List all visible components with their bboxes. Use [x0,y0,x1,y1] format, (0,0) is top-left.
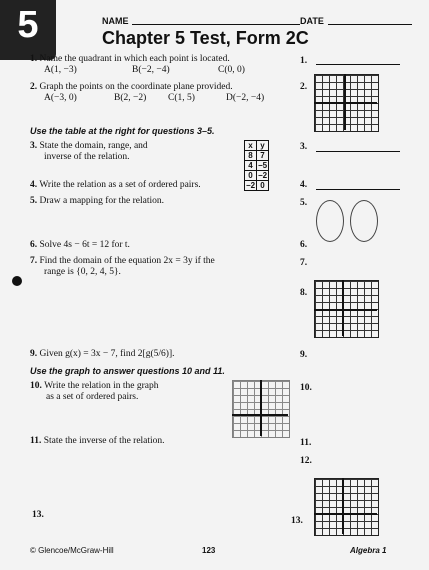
q7-line2: range is {0, 2, 4, 5}. [44,267,121,277]
q3-line1: State the domain, range, and [39,141,148,151]
answer-8-label: 8. [300,288,308,298]
q6-number: 6. [30,240,38,250]
graph-y-axis [260,380,262,436]
q9-number: 9. [30,349,38,359]
date-line [328,24,412,25]
answer-13-y-axis [342,478,344,534]
answer-9-label: 9. [300,350,308,360]
q10-number: 10. [30,381,42,391]
question-3 [30,141,148,152]
answer-7-label: 7. [300,258,308,268]
page-number: 123 [202,546,216,555]
q2-point-a: A(−3, 0) [44,93,77,103]
answer-1-label: 1. [300,56,308,66]
q7-line1: Find the domain of the equation 2x = 3y if the [39,256,215,266]
q1-point-a: A(1, −3) [44,65,77,75]
question-13 [32,510,44,521]
answer-6-label: 6. [300,240,308,250]
answer-4-line[interactable] [316,189,400,190]
table-cell: 0 [245,171,257,181]
chapter-number: 5 [17,4,39,46]
question-10 [30,381,158,392]
q1-point-b: B(−2, −4) [132,65,170,75]
q2-point-d: D(−2, −4) [226,93,265,103]
answer-13-x-axis [314,513,377,515]
name-line [132,24,300,25]
name-label: NAME [102,16,129,26]
q2-text: Graph the points on the coordinate plane provided. [39,82,233,92]
q7-number: 7. [30,256,38,266]
answer-10-label: 10. [300,383,312,393]
q13-number: 13. [32,510,44,520]
q11-number: 11. [30,436,42,446]
question-2 [30,82,233,93]
q5-text: Draw a mapping for the relation. [39,196,165,206]
q3-line2: inverse of the relation. [44,152,130,162]
answer-11-label: 11. [300,438,312,448]
binder-hole [12,276,22,286]
q2-point-c: C(1, 5) [168,93,195,103]
question-4 [30,180,201,191]
answer-5-label: 5. [300,198,308,208]
table-cell: 7 [257,151,269,161]
answer-8-y-axis [342,280,344,336]
q1-number: 1. [30,54,38,64]
q3-number: 3. [30,141,38,151]
answer-2-label: 2. [300,82,308,92]
table-cell: 4 [245,161,257,171]
answer-3-label: 3. [300,142,308,152]
question-5 [30,196,164,207]
course-name: Algebra 1 [350,546,387,555]
table-cell: 8 [245,151,257,161]
question-6 [30,240,130,251]
q4-number: 4. [30,180,38,190]
answer-2-y-axis [344,74,346,130]
q10-line2: as a set of ordered pairs. [46,392,139,402]
table-cell: −5 [257,161,268,170]
q9-text: Given g(x) = 3x − 7, find 2[g(5/6)]. [39,349,175,359]
answer-8-x-axis [314,309,377,311]
copyright: © Glencoe/McGraw-Hill [30,546,114,555]
question-1 [30,54,230,65]
q2-point-b: B(2, −2) [114,93,147,103]
table-header-y: y [257,141,269,151]
q1-point-c: C(0, 0) [218,65,245,75]
question-7 [30,256,215,267]
mapping-range-oval[interactable] [350,200,378,242]
table-row [245,151,269,161]
question-11 [30,436,165,447]
table-cell: −2 [245,181,256,190]
table-cell: −2 [257,171,268,180]
table-cell: 0 [257,181,269,191]
table-header-x: x [245,141,257,151]
q2-number: 2. [30,82,38,92]
answer-12-13-grid[interactable] [314,478,379,536]
q10-line1: Write the relation in the graph [44,381,159,391]
q1-text: Name the quadrant in which each point is located. [39,54,230,64]
table-row [245,181,269,191]
answer-13-label: 13. [291,516,303,526]
table-row [245,161,269,171]
answer-12-label: 12. [300,456,312,466]
answer-3-line[interactable] [316,151,400,152]
q5-number: 5. [30,196,38,206]
instruction-q3-5: Use the table at the right for questions 3–5. [30,126,215,136]
instruction-q10-11: Use the graph to answer questions 10 and 11. [30,366,225,376]
table-header-row [245,141,269,151]
answer-1-line[interactable] [316,64,400,65]
question-9 [30,349,174,360]
answer-4-label: 4. [300,180,308,190]
q4-text: Write the relation as a set of ordered pairs. [39,180,201,190]
mapping-domain-oval[interactable] [316,200,344,242]
date-label: DATE [300,16,324,26]
page-title: Chapter 5 Test, Form 2C [102,28,309,48]
table-row [245,171,269,181]
relation-table [244,140,269,191]
q11-text: State the inverse of the relation. [43,436,165,446]
q6-text: Solve 4s − 6t = 12 for t. [39,240,130,250]
